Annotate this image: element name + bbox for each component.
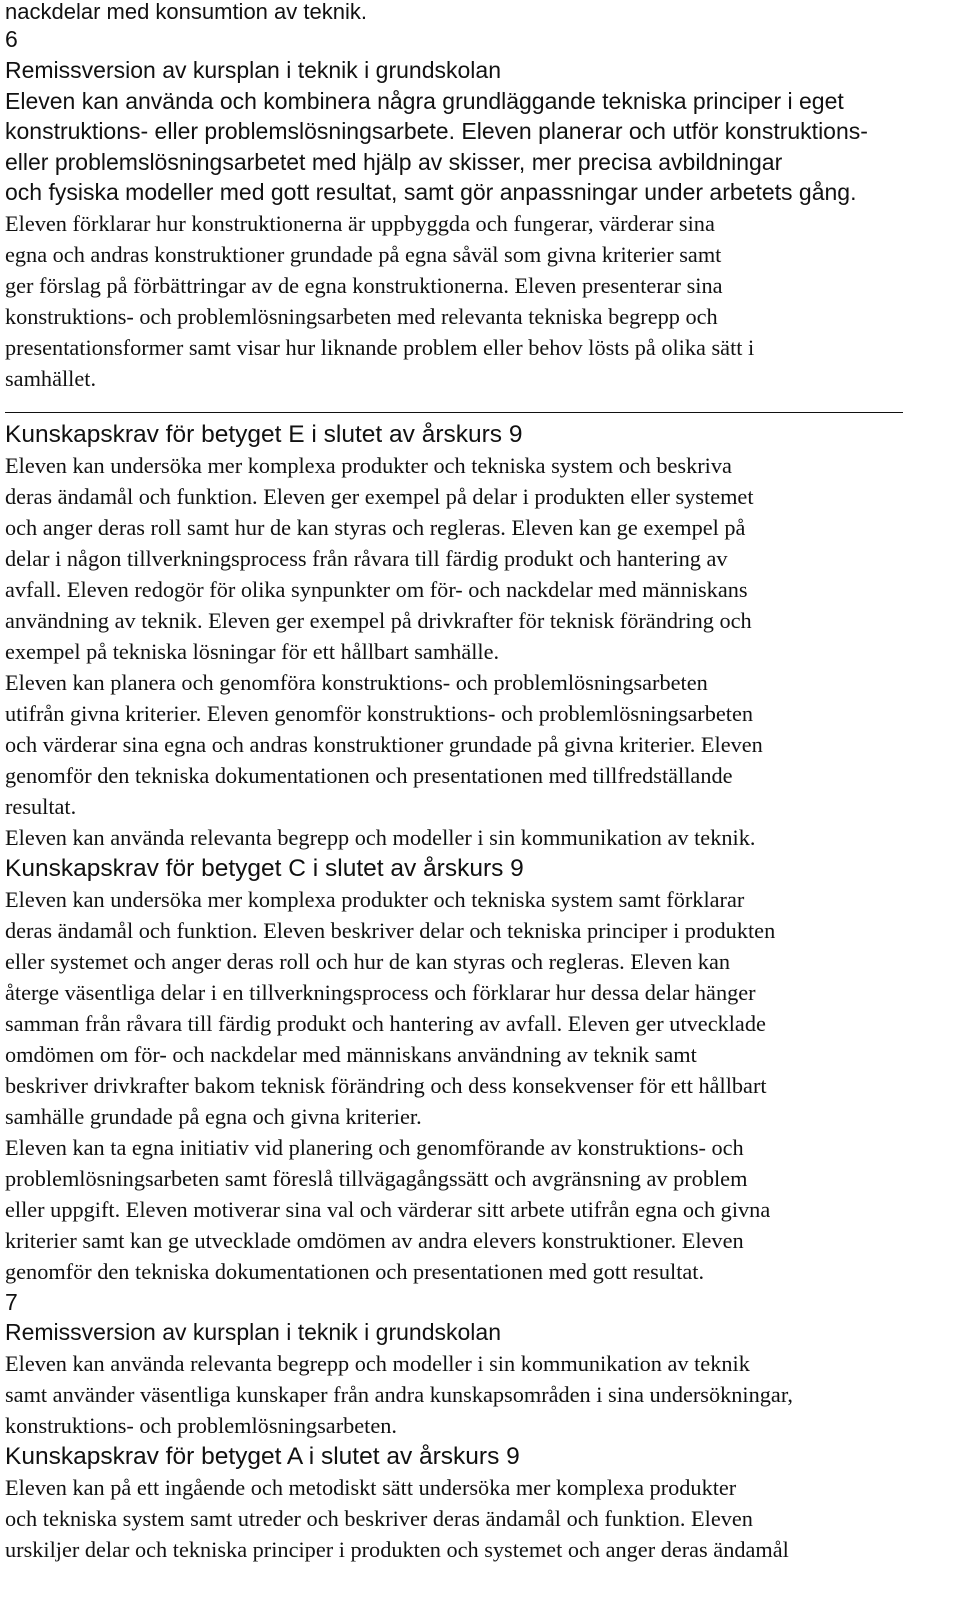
text-line: konstruktions- och problemlösningsarbeten med relevanta tekniska begrepp och	[5, 303, 718, 329]
text-line: användning av teknik. Eleven ger exempel på drivkrafter för teknisk förändring och	[5, 607, 752, 633]
text-line: Eleven kan använda relevanta begrepp och modeller i sin kommunikation av teknik	[5, 1350, 750, 1376]
text-line: konstruktions- och problemlösningsarbeten.	[5, 1412, 397, 1438]
text-line: samhälle grundade på egna och givna kriterier.	[5, 1103, 422, 1129]
block-page-6	[5, 0, 950, 394]
text-line: Eleven kan planera och genomföra konstruktions- och problemlösningsarbeten	[5, 669, 708, 695]
text-line: Eleven kan undersöka mer komplexa produkter och tekniska system samt förklarar	[5, 886, 745, 912]
text-line: beskriver drivkrafter bakom teknisk förändring och dess konsekvenser för ett hållbart	[5, 1072, 767, 1098]
text-line: eller uppgift. Eleven motiverar sina val och värderar sitt arbete utifrån egna och givna	[5, 1196, 771, 1222]
text-line: genomför den tekniska dokumentationen och presentationen med gott resultat.	[5, 1258, 705, 1284]
text-line: eller systemet och anger deras roll och hur de kan styras och regleras. Eleven kan	[5, 948, 730, 974]
section-heading: Kunskapskrav för betyget C i slutet av årskurs 9	[5, 854, 524, 882]
text-line: kriterier samt kan ge utvecklade omdömen av andra elevers konstruktioner. Eleven	[5, 1227, 744, 1253]
text-line: och fysiska modeller med gott resultat, samt gör anpassningar under arbetets gång.	[5, 179, 857, 205]
text-line: delar i någon tillverkningsprocess från råvara till färdig produkt och hantering av	[5, 545, 728, 571]
paragraph-sans	[5, 86, 950, 208]
text-line: samman från råvara till färdig produkt och hantering av avfall. Eleven ger utvecklade	[5, 1010, 766, 1036]
text-line: presentationsformer samt visar hur liknande problem eller behov lösts på olika sätt i	[5, 334, 755, 360]
text-line: urskiljer delar och tekniska principer i produkten och systemet och anger deras ändamål	[5, 1536, 789, 1562]
text-line: omdömen om för- och nackdelar med människans användning av teknik samt	[5, 1041, 697, 1067]
page-number: 7	[5, 1288, 18, 1315]
running-header: Remissversion av kursplan i teknik i grundskolan	[5, 1319, 501, 1345]
text-line: genomför den tekniska dokumentationen och presentationen med tillfredställande	[5, 762, 733, 788]
horizontal-rule	[5, 412, 903, 413]
paragraph-serif	[5, 208, 950, 394]
document-page	[5, 0, 950, 1565]
text-line: och tekniska system samt utreder och beskriver deras ändamål och funktion. Eleven	[5, 1505, 753, 1531]
text-line: egna och andras konstruktioner grundade på egna såväl som givna kriterier samt	[5, 241, 722, 267]
section-grade-e	[5, 419, 950, 853]
text-line: deras ändamål och funktion. Eleven ger exempel på delar i produkten eller systemet	[5, 483, 754, 509]
text-line: samhället.	[5, 365, 97, 391]
running-header: Remissversion av kursplan i teknik i grundskolan	[5, 57, 501, 83]
text-line: eller problemslösningsarbetet med hjälp av skisser, mer precisa avbildningar	[5, 148, 783, 175]
text-line: Eleven kan använda och kombinera några grundläggande tekniska principer i eget	[5, 87, 844, 114]
text-line: samt använder väsentliga kunskaper från andra kunskapsområden i sina undersökningar,	[5, 1381, 793, 1407]
text-line: återge väsentliga delar i en tillverkningsprocess och förklarar hur dessa delar hänger	[5, 979, 756, 1005]
text-line: problemlösningsarbeten samt föreslå tillvägagångssätt och avgränsning av problem	[5, 1165, 748, 1191]
text-line: resultat.	[5, 793, 77, 819]
section-heading: Kunskapskrav för betyget E i slutet av årskurs 9	[5, 420, 523, 448]
text-line: Eleven kan ta egna initiativ vid planering och genomförande av konstruktions- och	[5, 1134, 744, 1160]
text-line: konstruktions- eller problemslösningsarbete. Eleven planerar och utför konstruktions-	[5, 118, 868, 144]
text-line: och anger deras roll samt hur de kan styras och regleras. Eleven kan ge exempel på	[5, 514, 746, 540]
section-heading: Kunskapskrav för betyget A i slutet av årskurs 9	[5, 1442, 520, 1470]
carryover-line: nackdelar med konsumtion av teknik.	[5, 0, 367, 24]
section-grade-a	[5, 1441, 950, 1565]
text-line: Eleven kan använda relevanta begrepp och modeller i sin kommunikation av teknik.	[5, 824, 756, 850]
page-number: 6	[5, 26, 18, 52]
block-page-7	[5, 1287, 950, 1441]
text-line: Eleven kan på ett ingående och metodiskt sätt undersöka mer komplexa produkter	[5, 1474, 737, 1500]
section-grade-c	[5, 853, 950, 1287]
text-line: Eleven förklarar hur konstruktionerna är uppbyggda och fungerar, värderar sina	[5, 210, 715, 236]
text-line: avfall. Eleven redogör för olika synpunkter om för- och nackdelar med människans	[5, 576, 748, 602]
text-line: Eleven kan undersöka mer komplexa produkter och tekniska system och beskriva	[5, 452, 732, 478]
text-line: deras ändamål och funktion. Eleven beskriver delar och tekniska principer i produkten	[5, 917, 776, 943]
text-line: ger förslag på förbättringar av de egna konstruktionerna. Eleven presenterar sina	[5, 272, 723, 298]
text-line: utifrån givna kriterier. Eleven genomför konstruktions- och problemlösningsarbeten	[5, 700, 753, 726]
text-line: och värderar sina egna och andras konstruktioner grundade på givna kriterier. Eleven	[5, 731, 763, 757]
text-line: exempel på tekniska lösningar för ett hållbart samhälle.	[5, 638, 500, 664]
